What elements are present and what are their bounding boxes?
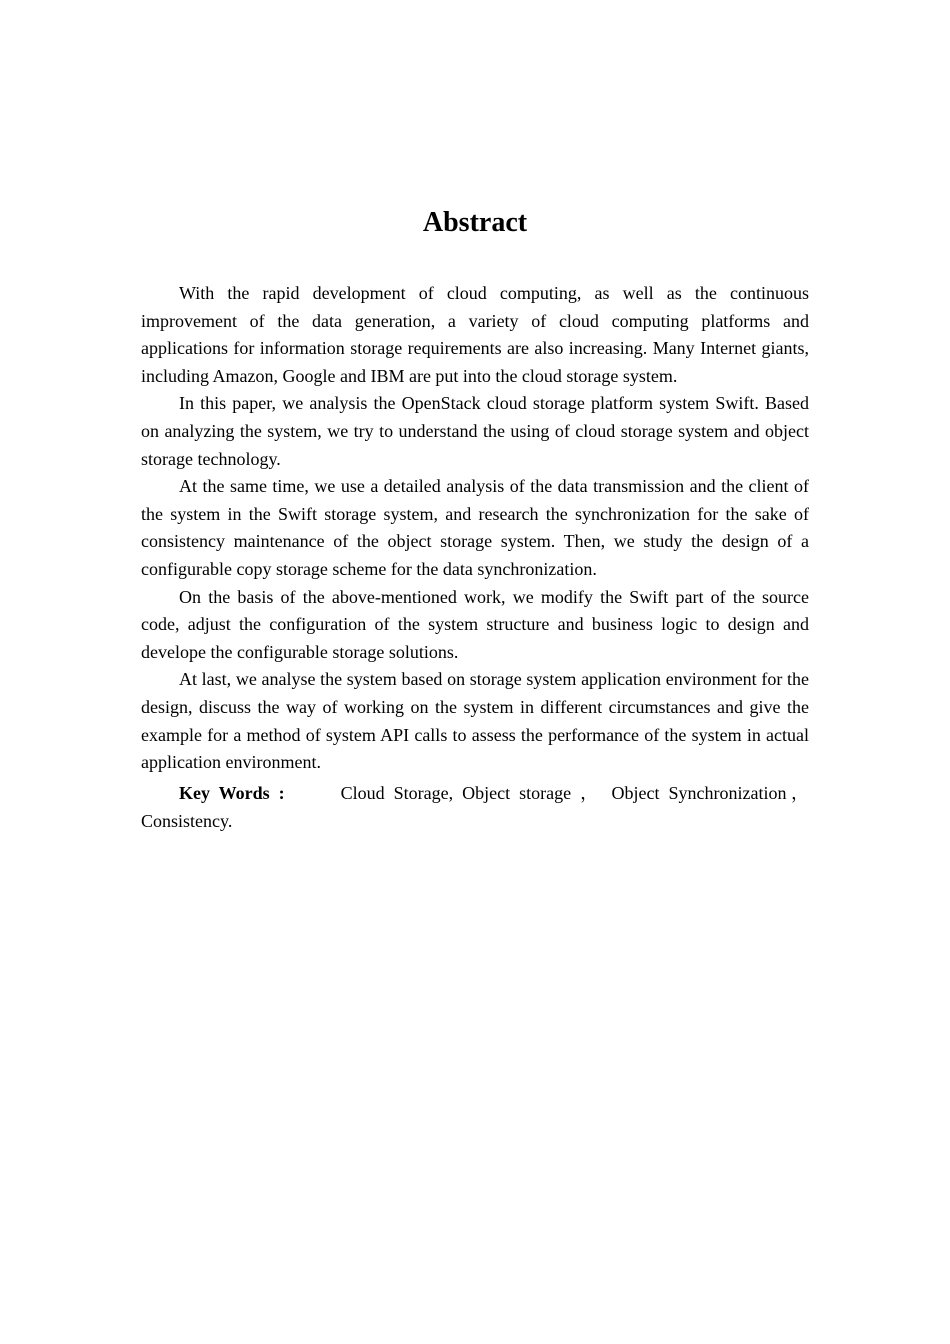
keywords-text: Cloud Storage, Object storage ， Object Synchronization，Consistency.	[141, 782, 809, 832]
abstract-paragraph-2: In this paper, we analysis the OpenStack cloud storage platform system Swift. Based on analyzing the system, we try to understand the using of cloud storage system and object storage technology.	[141, 393, 809, 469]
abstract-paragraph-1: With the rapid development of cloud computing, as well as the continuous improvement of the data generation, a variety of cloud computing platforms and applications for information storage requirements are also increasing. Many Internet giants, including Amazon, Google and IBM are put into the cloud storage system.	[141, 283, 809, 386]
keywords-label: Key Words :	[179, 782, 285, 803]
keywords-line	[141, 779, 809, 836]
abstract-title: Abstract	[422, 207, 528, 238]
abstract-paragraph-4: On the basis of the above-mentioned work, we modify the Swift part of the source code, adjust the configuration of the system structure and business logic to design and develope the configurable storage solutions.	[141, 586, 809, 662]
abstract-paragraph-5: At last, we analyse the system based on storage system application environment for the design, discuss the way of working on the system in different circumstances and give the example for a method of system API calls to assess the performance of the system in actual application environment.	[141, 669, 809, 773]
abstract-section	[141, 200, 809, 836]
abstract-paragraph-3: At the same time, we use a detailed analysis of the data transmission and the client of the system in the Swift storage system, and research the synchronization for the sake of consistency maintenance of the object storage system. Then, we study the design of a configurable copy storage scheme for the data synchronization.	[141, 476, 809, 579]
